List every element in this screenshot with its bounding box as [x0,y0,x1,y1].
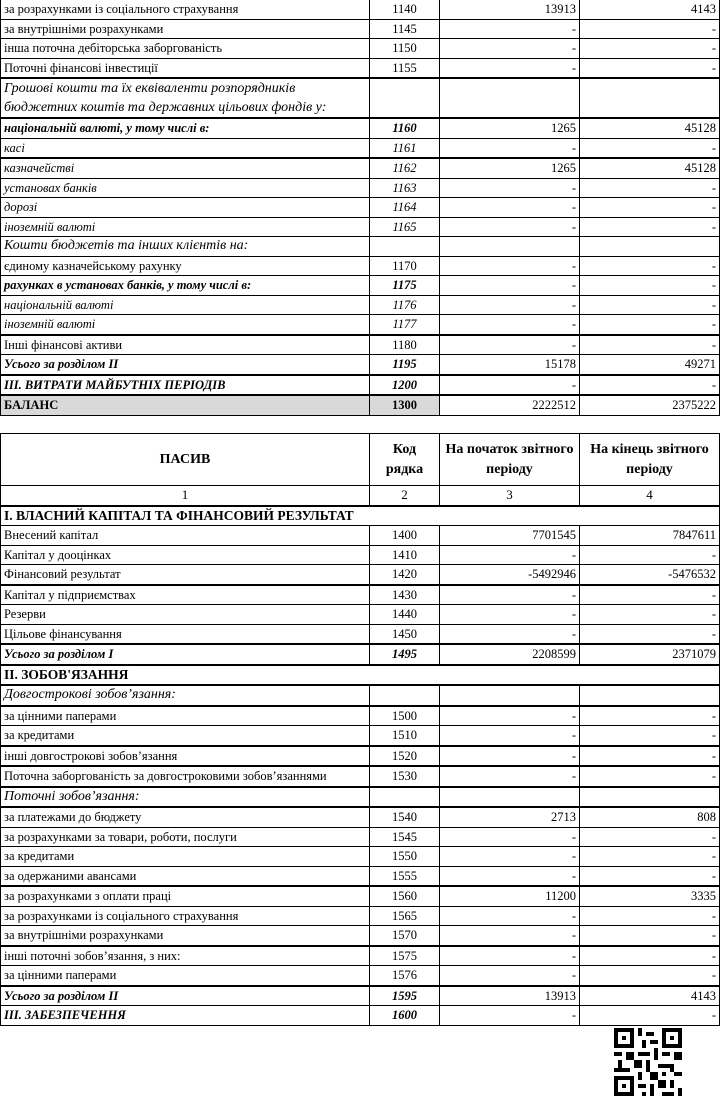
table-row-1300 [1,395,720,415]
row-code: 1420 [370,565,440,585]
row-code: 1160 [370,118,440,138]
value-period-end: - [580,926,720,946]
table-row-1162 [1,158,720,178]
row-label: іноземній валюті [1,217,370,237]
table-row-1540 [1,807,720,827]
row-code: 1400 [370,526,440,546]
value-period-end: 45128 [580,158,720,178]
value-period-start: 2208599 [440,644,580,665]
row-code: 1163 [370,178,440,198]
value-period-start: - [440,966,580,986]
row-label: національній валюті [1,295,370,315]
value-period-start: - [440,585,580,605]
value-period-end: - [580,39,720,59]
qr-code-icon [614,1028,682,1096]
value-period-start: 13913 [440,986,580,1006]
row-code: 1555 [370,866,440,886]
row-code: 1175 [370,276,440,296]
row-label: інша поточна дебіторська заборгованість [1,39,370,59]
section-2-title: II. ЗОБОВ'ЯЗАННЯ [1,665,720,686]
row-label: за розрахунками за товари, роботи, послуги [1,827,370,847]
value-period-end: -5476532 [580,565,720,585]
table-subheading-row [1,787,720,808]
value-period-end: - [580,726,720,746]
row-code: 1550 [370,847,440,867]
value-period-start: 13913 [440,0,580,19]
row-label: за цінними паперами [1,966,370,986]
value-period-end [580,685,720,706]
value-period-end: - [580,585,720,605]
table-row-1450 [1,624,720,644]
table-row-1195 [1,355,720,375]
row-label: за кредитами [1,726,370,746]
value-period-start: - [440,926,580,946]
row-label: за внутрішніми розрахунками [1,19,370,39]
row-label: за кредитами [1,847,370,867]
value-period-start: 1265 [440,118,580,138]
row-label: рахунках в установах банків, у тому числі в: [1,276,370,296]
row-label: касі [1,138,370,158]
value-period-start: - [440,276,580,296]
row-label: за внутрішніми розрахунками [1,926,370,946]
value-period-end: - [580,946,720,966]
table-row-1155 [1,58,720,78]
liabilities-header-row [1,434,720,486]
row-code: 1164 [370,198,440,218]
header-row-code: Код рядка [370,434,440,486]
value-period-end: - [580,624,720,644]
column-number-row [1,486,720,506]
value-period-end: 45128 [580,118,720,138]
table-row-1160 [1,118,720,138]
value-period-start: -5492946 [440,565,580,585]
row-code: 1145 [370,19,440,39]
value-period-end: - [580,866,720,886]
value-period-end: - [580,276,720,296]
value-period-end: - [580,295,720,315]
value-period-end: 2371079 [580,644,720,665]
row-label: Поточні зобов’язання: [1,787,370,808]
row-code [370,685,440,706]
value-period-end: - [580,746,720,767]
value-period-end: - [580,545,720,565]
row-label: Капітал у підприємствах [1,585,370,605]
row-code: 1200 [370,375,440,396]
table-row-1495 [1,644,720,665]
row-label: інші поточні зобов’язання, з них: [1,946,370,966]
row-code: 1161 [370,138,440,158]
table-row-1560 [1,886,720,906]
row-code: 1195 [370,355,440,375]
row-code: 1440 [370,605,440,625]
value-period-start: - [440,375,580,396]
value-period-end: 7847611 [580,526,720,546]
row-label: Цільове фінансування [1,624,370,644]
row-code: 1155 [370,58,440,78]
row-label: за розрахунками із соціального страхування [1,906,370,926]
table-row-1500 [1,706,720,726]
row-code: 1176 [370,295,440,315]
row-code [370,787,440,808]
row-code [370,237,440,257]
row-label: за платежами до бюджету [1,807,370,827]
value-period-start: - [440,946,580,966]
table-row-1164 [1,198,720,218]
value-period-start: - [440,138,580,158]
row-label: Кошти бюджетів та інших клієнтів на: [1,237,370,257]
value-period-end: - [580,847,720,867]
table-row-1430 [1,585,720,605]
row-code: 1520 [370,746,440,767]
row-code: 1430 [370,585,440,605]
row-label: національній валюті, у тому числі в: [1,118,370,138]
value-period-start: 2222512 [440,395,580,415]
row-label: Довгострокові зобов’язання: [1,685,370,706]
row-code: 1510 [370,726,440,746]
value-period-end: 49271 [580,355,720,375]
row-code: 1560 [370,886,440,906]
table-row-1176 [1,295,720,315]
value-period-end [580,237,720,257]
table-row-1165 [1,217,720,237]
table-row-1200 [1,375,720,396]
row-label: Резерви [1,605,370,625]
value-period-start: - [440,746,580,767]
row-code: 1410 [370,545,440,565]
row-code: 1530 [370,766,440,787]
assets-table-continued [0,0,720,416]
value-period-start: - [440,58,580,78]
row-code [370,78,440,118]
table-subheading-row [1,237,720,257]
table-row-1575 [1,946,720,966]
column-number: 1 [1,486,370,506]
section-title-row [1,665,720,686]
table-row-1545 [1,827,720,847]
table-subheading-row [1,78,720,118]
value-period-start: 1265 [440,158,580,178]
value-period-end: 4143 [580,0,720,19]
table-row-1440 [1,605,720,625]
row-label: Поточна заборгованість за довгостроковими зобов’язаннями [1,766,370,787]
row-code: 1177 [370,315,440,335]
value-period-end: - [580,335,720,355]
row-code: 1300 [370,395,440,415]
value-period-start: - [440,726,580,746]
row-code: 1576 [370,966,440,986]
row-label: за розрахунками із соціального страхування [1,0,370,19]
value-period-end: - [580,178,720,198]
value-period-end: - [580,375,720,396]
table-row-1177 [1,315,720,335]
table-row-1400 [1,526,720,546]
row-code: 1595 [370,986,440,1006]
row-code: 1180 [370,335,440,355]
row-code: 1500 [370,706,440,726]
column-number: 3 [440,486,580,506]
row-code: 1570 [370,926,440,946]
value-period-end: - [580,1006,720,1026]
table-row-1150 [1,39,720,59]
value-period-start: - [440,256,580,276]
value-period-end: - [580,605,720,625]
row-code: 1565 [370,906,440,926]
value-period-end: - [580,766,720,787]
row-label: за розрахунками з оплати праці [1,886,370,906]
row-code: 1162 [370,158,440,178]
table-subheading-row [1,685,720,706]
section-1-title: I. ВЛАСНИЙ КАПІТАЛ ТА ФІНАНСОВИЙ РЕЗУЛЬТАТ [1,506,720,526]
table-row-1180 [1,335,720,355]
row-label: Усього за розділом I [1,644,370,665]
row-label: Внесений капітал [1,526,370,546]
value-period-end: 4143 [580,986,720,1006]
value-period-end: 3335 [580,886,720,906]
value-period-start [440,685,580,706]
table-row-1520 [1,746,720,767]
table-row-1595 [1,986,720,1006]
value-period-end: - [580,827,720,847]
column-number: 2 [370,486,440,506]
table-row-1420 [1,565,720,585]
value-period-start: - [440,605,580,625]
value-period-end [580,787,720,808]
value-period-start: - [440,706,580,726]
table-row-1510 [1,726,720,746]
row-label: за одержаними авансами [1,866,370,886]
table-row-1163 [1,178,720,198]
row-label: БАЛАНС [1,395,370,415]
row-label: III. ВИТРАТИ МАЙБУТНІХ ПЕРІОДІВ [1,375,370,396]
value-period-start: - [440,827,580,847]
value-period-end: 808 [580,807,720,827]
row-label: іноземній валюті [1,315,370,335]
value-period-end: - [580,138,720,158]
value-period-start: - [440,178,580,198]
value-period-end: - [580,966,720,986]
value-period-end [580,78,720,118]
value-period-end: - [580,217,720,237]
row-label: дорозі [1,198,370,218]
row-code: 1545 [370,827,440,847]
value-period-start: - [440,19,580,39]
row-label: Поточні фінансові інвестиції [1,58,370,78]
value-period-start: - [440,866,580,886]
value-period-start: - [440,847,580,867]
value-period-end: - [580,706,720,726]
row-label: III. ЗАБЕЗПЕЧЕННЯ [1,1006,370,1026]
table-row-1175 [1,276,720,296]
table-row-1600 [1,1006,720,1026]
row-code: 1575 [370,946,440,966]
row-label: Усього за розділом II [1,986,370,1006]
value-period-start: - [440,335,580,355]
value-period-end: - [580,256,720,276]
value-period-start: - [440,217,580,237]
table-row-1140 [1,0,720,19]
value-period-end: - [580,315,720,335]
value-period-start: - [440,315,580,335]
table-row-1145 [1,19,720,39]
row-code: 1495 [370,644,440,665]
row-label: Фінансовий результат [1,565,370,585]
table-row-1570 [1,926,720,946]
value-period-end: - [580,58,720,78]
row-label: Капітал у дооцінках [1,545,370,565]
row-label: установах банків [1,178,370,198]
row-label: казначействі [1,158,370,178]
header-liabilities: ПАСИВ [1,434,370,486]
value-period-start: 2713 [440,807,580,827]
row-label: за цінними паперами [1,706,370,726]
row-label: Інші фінансові активи [1,335,370,355]
value-period-end: 2375222 [580,395,720,415]
table-row-1410 [1,545,720,565]
liabilities-table [0,433,720,1026]
value-period-start: - [440,624,580,644]
row-label: інші довгострокові зобов’язання [1,746,370,767]
row-label: Усього за розділом II [1,355,370,375]
value-period-end: - [580,906,720,926]
row-code: 1150 [370,39,440,59]
table-row-1555 [1,866,720,886]
row-code: 1140 [370,0,440,19]
table-row-1161 [1,138,720,158]
section-title-row [1,506,720,526]
value-period-start [440,237,580,257]
value-period-end: - [580,198,720,218]
value-period-start [440,787,580,808]
value-period-start: - [440,766,580,787]
table-row-1550 [1,847,720,867]
column-number: 4 [580,486,720,506]
value-period-end: - [580,19,720,39]
table-row-1565 [1,906,720,926]
header-period-start: На початок звітного періоду [440,434,580,486]
value-period-start: - [440,906,580,926]
row-label: Грошові кошти та їх еквіваленти розпорядників бюджетних коштів та державних цільових фондів у: [1,78,370,118]
value-period-start: - [440,295,580,315]
value-period-start: - [440,198,580,218]
value-period-start: 11200 [440,886,580,906]
value-period-start: - [440,1006,580,1026]
row-code: 1540 [370,807,440,827]
value-period-start [440,78,580,118]
value-period-start: - [440,545,580,565]
row-code: 1165 [370,217,440,237]
row-code: 1600 [370,1006,440,1026]
row-code: 1170 [370,256,440,276]
row-code: 1450 [370,624,440,644]
table-row-1530 [1,766,720,787]
header-period-end: На кінець звітного періоду [580,434,720,486]
row-label: єдиному казначейському рахунку [1,256,370,276]
table-row-1576 [1,966,720,986]
value-period-start: 7701545 [440,526,580,546]
table-row-1170 [1,256,720,276]
value-period-start: - [440,39,580,59]
value-period-start: 15178 [440,355,580,375]
